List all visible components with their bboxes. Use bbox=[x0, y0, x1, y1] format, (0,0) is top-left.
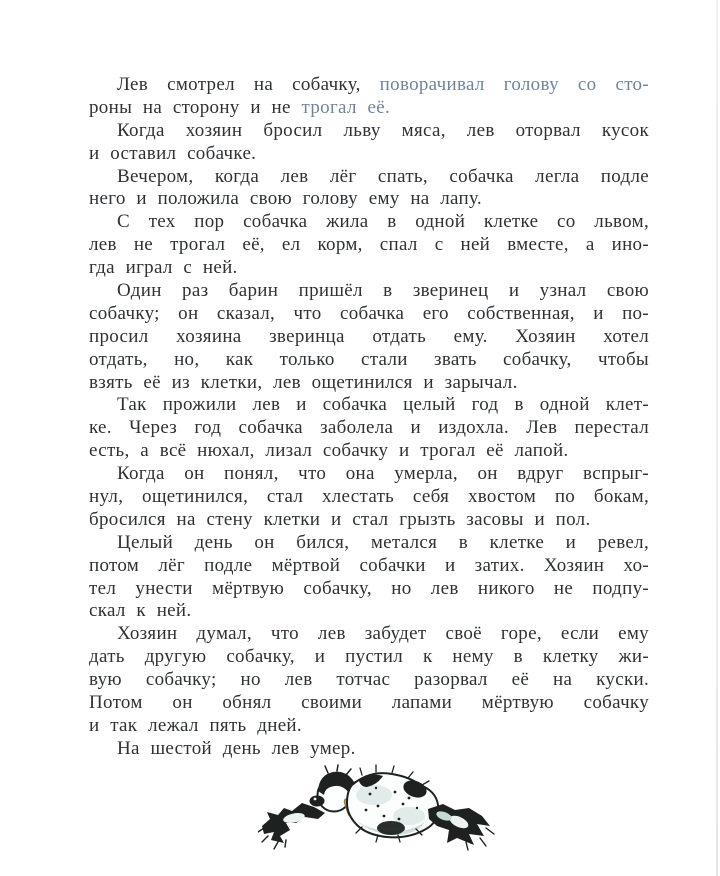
story-segment-faded: трогал её. bbox=[301, 96, 390, 118]
story-segment: Хозяин думал, что лев забудет своё горе, если ему bbox=[117, 623, 649, 645]
story-paragraph bbox=[89, 166, 649, 212]
story-line bbox=[89, 646, 649, 669]
story-segment: вую собачку; но лев тотчас разорвал её на куски. bbox=[89, 669, 649, 691]
story-line bbox=[89, 463, 649, 486]
story-segment: Вечером, когда лев лёг спать, собачка легла подле bbox=[117, 165, 649, 187]
story-line bbox=[89, 97, 649, 120]
story-segment: Целый день он бился, метался в клетке и ревел, bbox=[117, 531, 649, 553]
dead-dog-drawing bbox=[258, 764, 496, 864]
story-paragraph bbox=[89, 532, 649, 624]
story-paragraph bbox=[89, 120, 649, 166]
story-line bbox=[89, 257, 649, 280]
story-line bbox=[89, 600, 649, 623]
story-segment: дать другую собачку, и пустил к нему в клетку жи- bbox=[89, 646, 649, 668]
story-line bbox=[89, 509, 649, 532]
story-segment: гда играл с ней. bbox=[89, 257, 238, 279]
story-line bbox=[89, 486, 649, 509]
story-paragraph bbox=[89, 623, 649, 737]
story-segment: Потом он обнял своими лапами мёртвую собачку bbox=[89, 692, 649, 714]
story-paragraph bbox=[89, 394, 649, 463]
story-line bbox=[89, 738, 649, 761]
story-line bbox=[89, 349, 649, 372]
story-segment: лев не трогал её, ел корм, спал с ней вместе, а ино- bbox=[89, 234, 649, 256]
story-segment: ке. Через год собачка заболела и издохла. Лев перестал bbox=[89, 417, 649, 439]
story-line bbox=[89, 578, 649, 601]
story-line bbox=[89, 669, 649, 692]
story-line bbox=[89, 166, 649, 189]
story-segment: Когда он понял, что она умерла, он вдруг вспрыг- bbox=[117, 463, 649, 485]
story-line bbox=[89, 555, 649, 578]
story-segment: и оставил собачке. bbox=[89, 142, 257, 164]
story-segment: и так лежал пять дней. bbox=[89, 714, 302, 736]
story-segment: На шестой день лев умер. bbox=[117, 737, 356, 759]
story-paragraph bbox=[89, 738, 649, 761]
story-text bbox=[89, 74, 649, 761]
story-segment: Один раз барин пришёл в зверинец и узнал свою bbox=[117, 280, 649, 302]
story-line bbox=[89, 532, 649, 555]
story-segment: роны на сторону и не bbox=[89, 96, 302, 118]
story-line bbox=[89, 280, 649, 303]
story-line bbox=[89, 394, 649, 417]
story-segment-faded: поворачивал голову со сто- bbox=[379, 74, 649, 95]
story-segment: С тех пор собачка жила в одной клетке со львом, bbox=[117, 211, 649, 233]
story-line bbox=[89, 417, 649, 440]
story-segment: него и положила свою голову ему на лапу. bbox=[89, 188, 482, 210]
story-line bbox=[89, 74, 649, 97]
dog-illustration bbox=[258, 764, 496, 864]
story-segment: бросился на стену клетки и стал грызть засовы и пол. bbox=[89, 508, 591, 530]
story-segment: Лев смотрел на собачку, bbox=[117, 74, 380, 95]
story-segment: тел унести мёртвую собачку, но лев никого не подпу- bbox=[89, 577, 649, 599]
story-line bbox=[89, 303, 649, 326]
story-segment: Когда хозяин бросил льву мяса, лев оторвал кусок bbox=[117, 119, 649, 141]
story-segment: есть, а всё нюхал, лизал собачку и трогал её лапой. bbox=[89, 440, 569, 462]
story-segment: Так прожили лев и собачка целый год в одной клет- bbox=[117, 394, 649, 416]
story-segment: просил хозяина зверинца отдать ему. Хозяин хотел bbox=[89, 325, 649, 347]
page-edge-shadow bbox=[716, 0, 718, 876]
story-segment: потом лёг подле мёртвой собачки и затих. Хозяин хо- bbox=[89, 554, 649, 576]
story-line bbox=[89, 692, 649, 715]
story-line bbox=[89, 234, 649, 257]
story-line bbox=[89, 143, 649, 166]
story-segment: взять её из клетки, лев ощетинился и зарычал. bbox=[89, 371, 518, 393]
story-paragraph bbox=[89, 74, 649, 120]
story-segment: отдать, но, как только стали звать собачку, чтобы bbox=[89, 348, 649, 370]
story-line bbox=[89, 326, 649, 349]
story-line bbox=[89, 715, 649, 738]
story-line bbox=[89, 372, 649, 395]
story-line bbox=[89, 120, 649, 143]
story-line bbox=[89, 440, 649, 463]
story-paragraph bbox=[89, 463, 649, 532]
story-line bbox=[89, 188, 649, 211]
story-line bbox=[89, 623, 649, 646]
story-line bbox=[89, 211, 649, 234]
story-paragraph bbox=[89, 280, 649, 394]
story-segment: скал к ней. bbox=[89, 600, 192, 622]
story-segment: собачку; он сказал, что собачка его собственная, и по- bbox=[89, 302, 649, 324]
story-segment: нул, ощетинился, стал хлестать себя хвостом по бокам, bbox=[89, 486, 649, 508]
story-paragraph bbox=[89, 211, 649, 280]
